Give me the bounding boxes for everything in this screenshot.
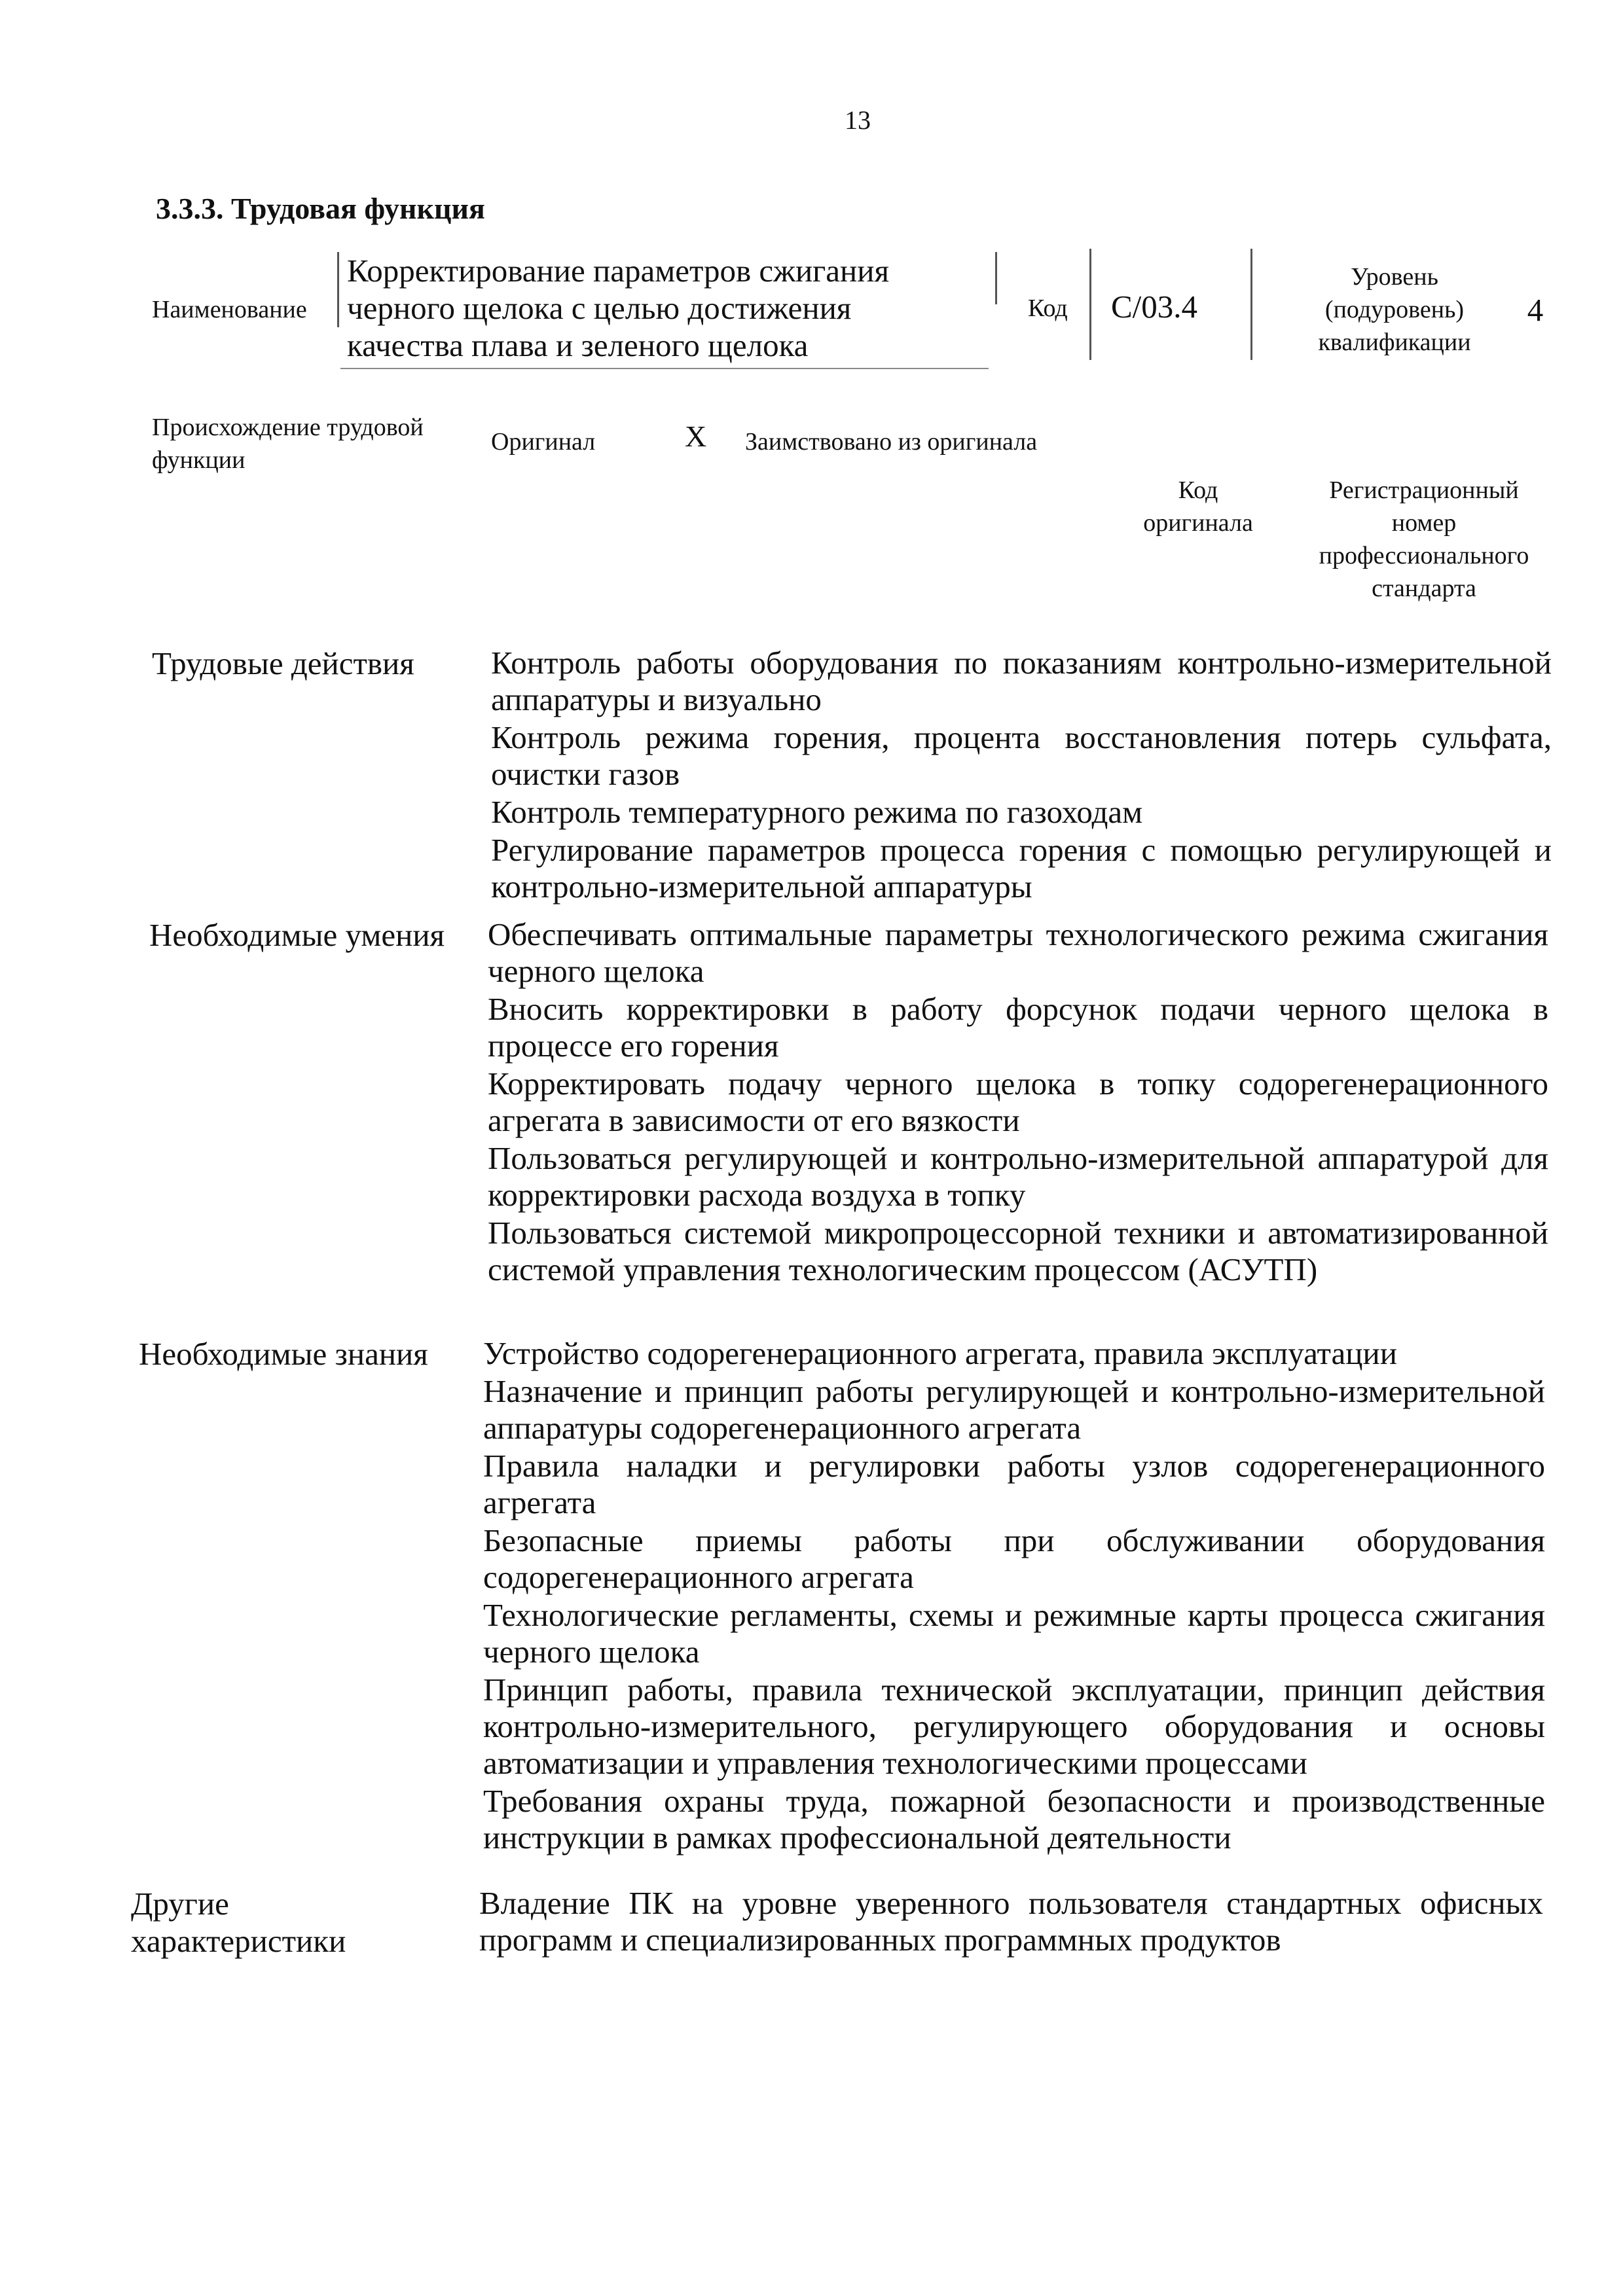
level-label-line: Уровень	[1351, 263, 1438, 291]
function-name-line: черного щелока с целью достижения	[347, 290, 852, 326]
required-skills-label: Необходимые умения	[149, 917, 445, 953]
other-characteristics-label	[131, 1885, 346, 1960]
name-label: Наименование	[152, 296, 307, 323]
registration-number-line: Регистрационный	[1329, 476, 1519, 504]
list-item: Пользоваться регулирующей и контрольно-измерительной аппаратурой для корректировки расхода воздуха в топку	[488, 1140, 1548, 1213]
list-item: Владение ПК на уровне уверенного пользователя стандартных офисных программ и специализированных программных продуктов	[479, 1885, 1543, 1958]
required-knowledge-list	[483, 1335, 1545, 1857]
origin-label-line: функции	[152, 446, 246, 474]
list-item: Принцип работы, правила технической эксплуатации, принцип действия контрольно-измерительного, регулирующего оборудования и основы автоматизации и управления технологическими процессами	[483, 1672, 1545, 1781]
other-characteristics-line: характеристики	[131, 1923, 346, 1959]
original-code-label	[1106, 474, 1290, 539]
level-label-line: квалификации	[1318, 329, 1471, 356]
list-item: Контроль температурного режима по газоходам	[491, 794, 1143, 830]
list-item: Устройство содорегенерационного агрегата, правила эксплуатации	[483, 1335, 1397, 1371]
level-label-line: (подуровень)	[1324, 296, 1465, 323]
origin-label	[152, 411, 466, 476]
list-item: Правила наладки и регулировки работы узлов содорегенерационного агрегата	[483, 1448, 1545, 1520]
list-item: Контроль работы оборудования по показаниям контрольно-измерительной аппаратуры и визуально	[491, 645, 1552, 717]
list-item: Назначение и принцип работы регулирующей и контрольно-измерительной аппаратуры содорегенерационного агрегата	[483, 1373, 1545, 1446]
labor-actions-list	[491, 645, 1552, 906]
function-name-line: качества плава и зеленого щелока	[347, 327, 809, 363]
list-item: Контроль режима горения, процента восстановления потерь сульфата, очистки газов	[491, 719, 1552, 792]
origin-label-line: Происхождение трудовой	[152, 414, 424, 441]
qualification-level-value: 4	[1527, 292, 1544, 328]
list-item: Безопасные приемы работы при обслуживании оборудования содорегенерационного агрегата	[483, 1522, 1545, 1595]
list-item: Регулирование параметров процесса горения с помощью регулирующей и контрольно-измерительной аппаратуры	[491, 832, 1552, 905]
other-characteristics-line: Другие	[131, 1886, 229, 1922]
code-box-border	[1089, 249, 1091, 360]
original-code-line: оригинала	[1143, 509, 1253, 537]
list-item: Вносить корректировки в работу форсунок подачи черного щелока в процессе его горения	[488, 991, 1548, 1064]
original-mark: X	[685, 420, 707, 453]
required-knowledge-label: Необходимые знания	[139, 1336, 428, 1372]
required-skills-list	[488, 916, 1548, 1289]
list-item: Требования охраны труда, пожарной безопасности и производственные инструкции в рамках профессиональной деятельности	[483, 1783, 1545, 1856]
function-name-line: Корректирование параметров сжигания	[347, 253, 889, 289]
labor-actions-label: Трудовые действия	[152, 645, 414, 681]
other-characteristics-list	[479, 1885, 1543, 1960]
original-label: Оригинал	[491, 428, 596, 456]
list-item: Корректировать подачу черного щелока в топку содорегенерационного агрегата в зависимости от его вязкости	[488, 1066, 1548, 1138]
function-name-box	[347, 252, 995, 370]
name-box-border	[337, 252, 339, 327]
registration-number-label	[1286, 474, 1561, 605]
code-box-border	[1250, 249, 1252, 360]
qualification-level-label	[1283, 260, 1506, 359]
original-code-line: Код	[1178, 476, 1218, 504]
borrowed-label: Заимствовано из оригинала	[745, 428, 1038, 456]
list-item: Технологические регламенты, схемы и режимные карты процесса сжигания черного щелока	[483, 1597, 1545, 1670]
page-number: 13	[845, 105, 871, 135]
registration-number-line: номер	[1391, 509, 1457, 537]
code-label: Код	[1028, 295, 1068, 322]
section-title: 3.3.3. Трудовая функция	[156, 192, 485, 225]
registration-number-line: профессионального	[1319, 542, 1529, 569]
registration-number-line: стандарта	[1372, 575, 1476, 602]
list-item: Пользоваться системой микропроцессорной техники и автоматизированной системой управления технологическим процессом (АСУТП)	[488, 1215, 1548, 1287]
code-value: C/03.4	[1111, 289, 1198, 325]
name-box-border	[340, 368, 989, 369]
name-box-border	[995, 252, 997, 304]
list-item: Обеспечивать оптимальные параметры технологического режима сжигания черного щелока	[488, 916, 1548, 989]
